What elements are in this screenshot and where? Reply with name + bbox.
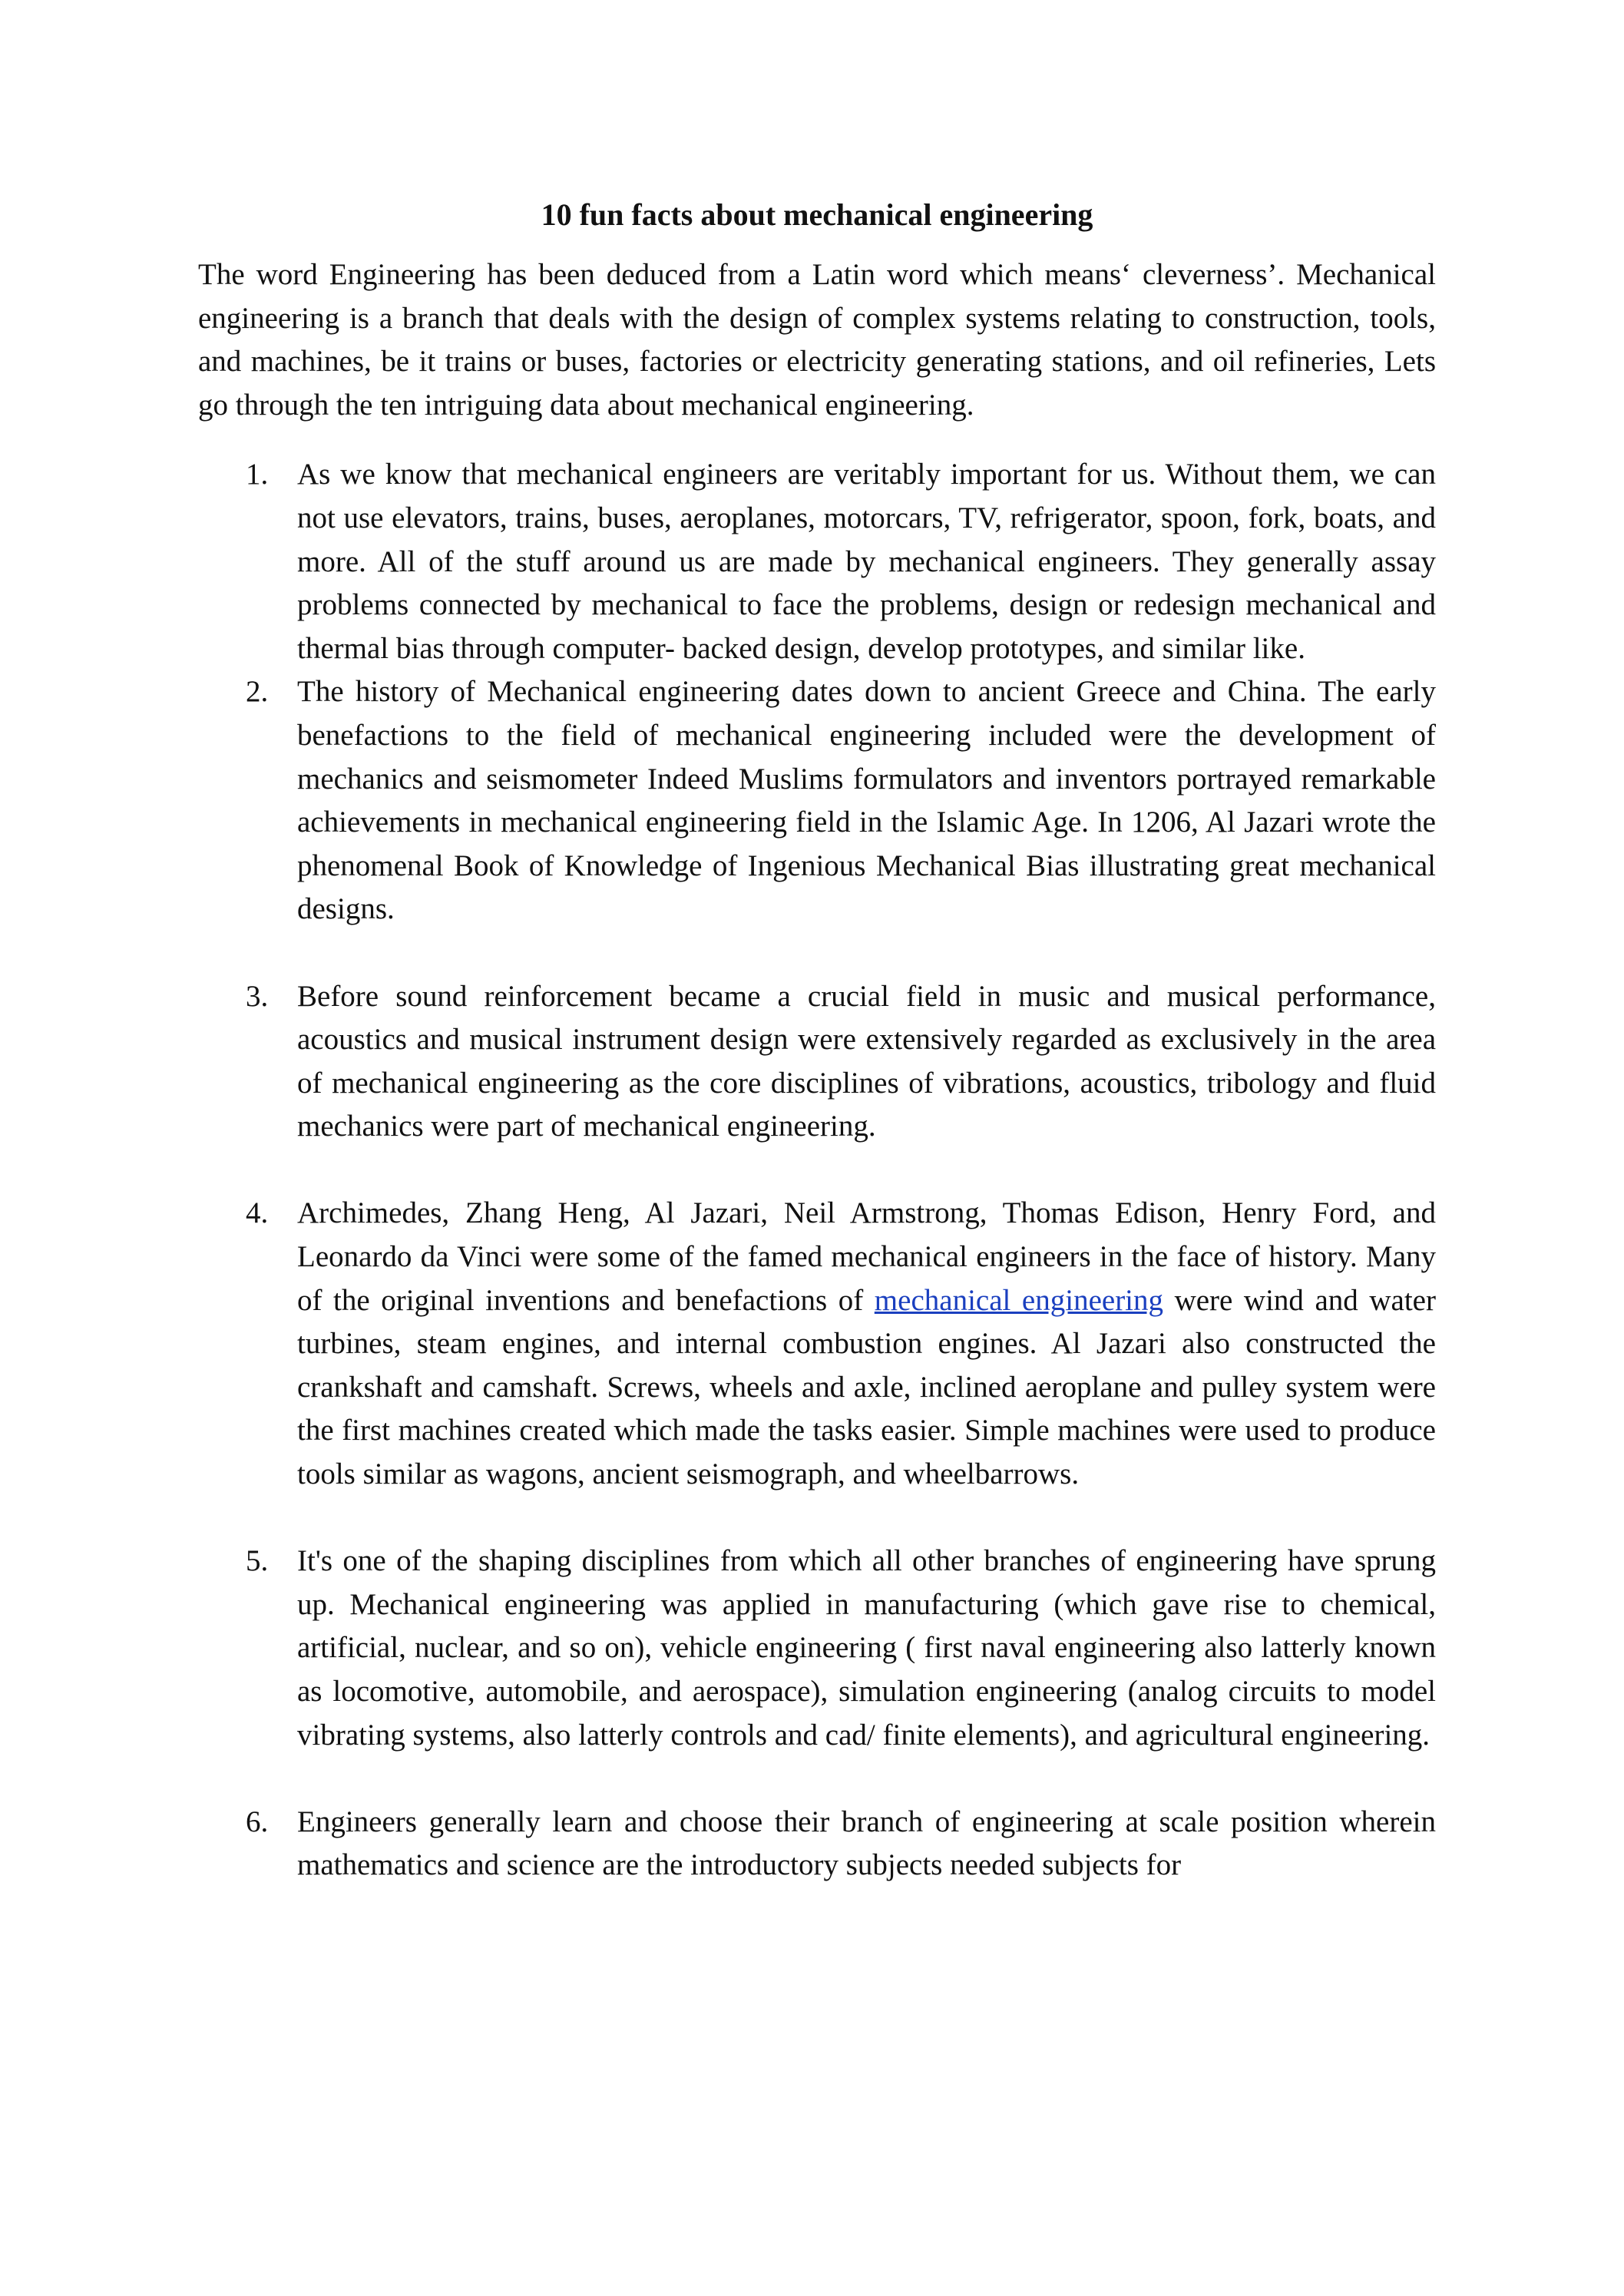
fact-number: 3. <box>246 979 269 1013</box>
mechanical-engineering-link[interactable]: mechanical engineering <box>874 1283 1164 1317</box>
fact-number: 6. <box>246 1805 269 1838</box>
fact-item-2 <box>198 670 1436 931</box>
fact-text: Before sound reinforcement became a crucial field in music and musical performance, acoustics and musical instrument design were extensively regarded as exclusively in the area of mechanical engineering as the core disciplines of vibrations, acoustics, tribology and fluid mechanics were part of mechanical engineering. <box>297 979 1436 1143</box>
fact-text-after-link: were wind and water turbines, steam engines, and internal combustion engines. Al Jazari also constructed the crankshaft and camshaft. Screws, wheels and axle, inclined aeroplane and pulley system were the first machines created which made the tasks easier. Simple machines were used to produce tools similar as wagons, ancient seismograph, and wheelbarrows. <box>297 1283 1436 1491</box>
fact-item-3 <box>198 975 1436 1149</box>
fact-item-1 <box>198 453 1436 670</box>
facts-list <box>198 453 1436 1887</box>
fact-text-before-link: Archimedes, Zhang Heng, Al Jazari, Neil Armstrong, Thomas Edison, Henry Ford, and Leonardo da Vinci were some of the famed mechanical engineers in the face of history. Many of the original inventions and benefactions of <box>297 1196 1436 1317</box>
fact-text: It's one of the shaping disciplines from which all other branches of engineering have sprung up. Mechanical engineering was applied in manufacturing (which gave rise to chemical, artificial, nuclear, and so on), vehicle engineering ( first naval engineering also latterly known as locomotive, automobile, and aerospace), simulation engineering (analog circuits to model vibrating systems, also latterly controls and cad/ finite elements), and agricultural engineering. <box>297 1544 1436 1752</box>
fact-number: 2. <box>246 675 269 709</box>
fact-number: 5. <box>246 1544 269 1578</box>
fact-text: The history of Mechanical engineering dates down to ancient Greece and China. The early benefactions to the field of mechanical engineering included were the development of mechanics and seismometer Indeed Muslims formulators and inventors portrayed remarkable achievements in mechanical engineering field in the Islamic Age. In 1206, Al Jazari wrote the phenomenal Book of Knowledge of Ingenious Mechanical Bias illustrating great mechanical designs. <box>297 675 1436 926</box>
document-title: 10 fun facts about mechanical engineering <box>541 197 1093 232</box>
fact-number: 1. <box>246 458 269 491</box>
fact-text: Engineers generally learn and choose their branch of engineering at scale position wherein mathematics and science are the introductory subjects needed subjects for <box>297 1805 1436 1882</box>
fact-number: 4. <box>246 1196 269 1230</box>
intro-paragraph: The word Engineering has been deduced from a Latin word which means‘ cleverness’. Mechanical engineering is a branch that deals with the design of complex systems relating to construction, tools, and machines, be it trains or buses, factories or electricity generating stations, and oil refineries, Lets go through the ten intriguing data about mechanical engineering. <box>198 258 1436 422</box>
document-page <box>198 194 1436 1887</box>
fact-item-4 <box>198 1192 1436 1496</box>
fact-item-5 <box>198 1540 1436 1757</box>
fact-item-6 <box>198 1801 1436 1887</box>
fact-text: As we know that mechanical engineers are veritably important for us. Without them, we can not use elevators, trains, buses, aeroplanes, motorcars, TV, refrigerator, spoon, fork, boats, and more. All of the stuff around us are made by mechanical engineers. They generally assay problems connected by mechanical to face the problems, design or redesign mechanical and thermal bias through computer- backed design, develop prototypes, and similar like. <box>297 458 1436 665</box>
